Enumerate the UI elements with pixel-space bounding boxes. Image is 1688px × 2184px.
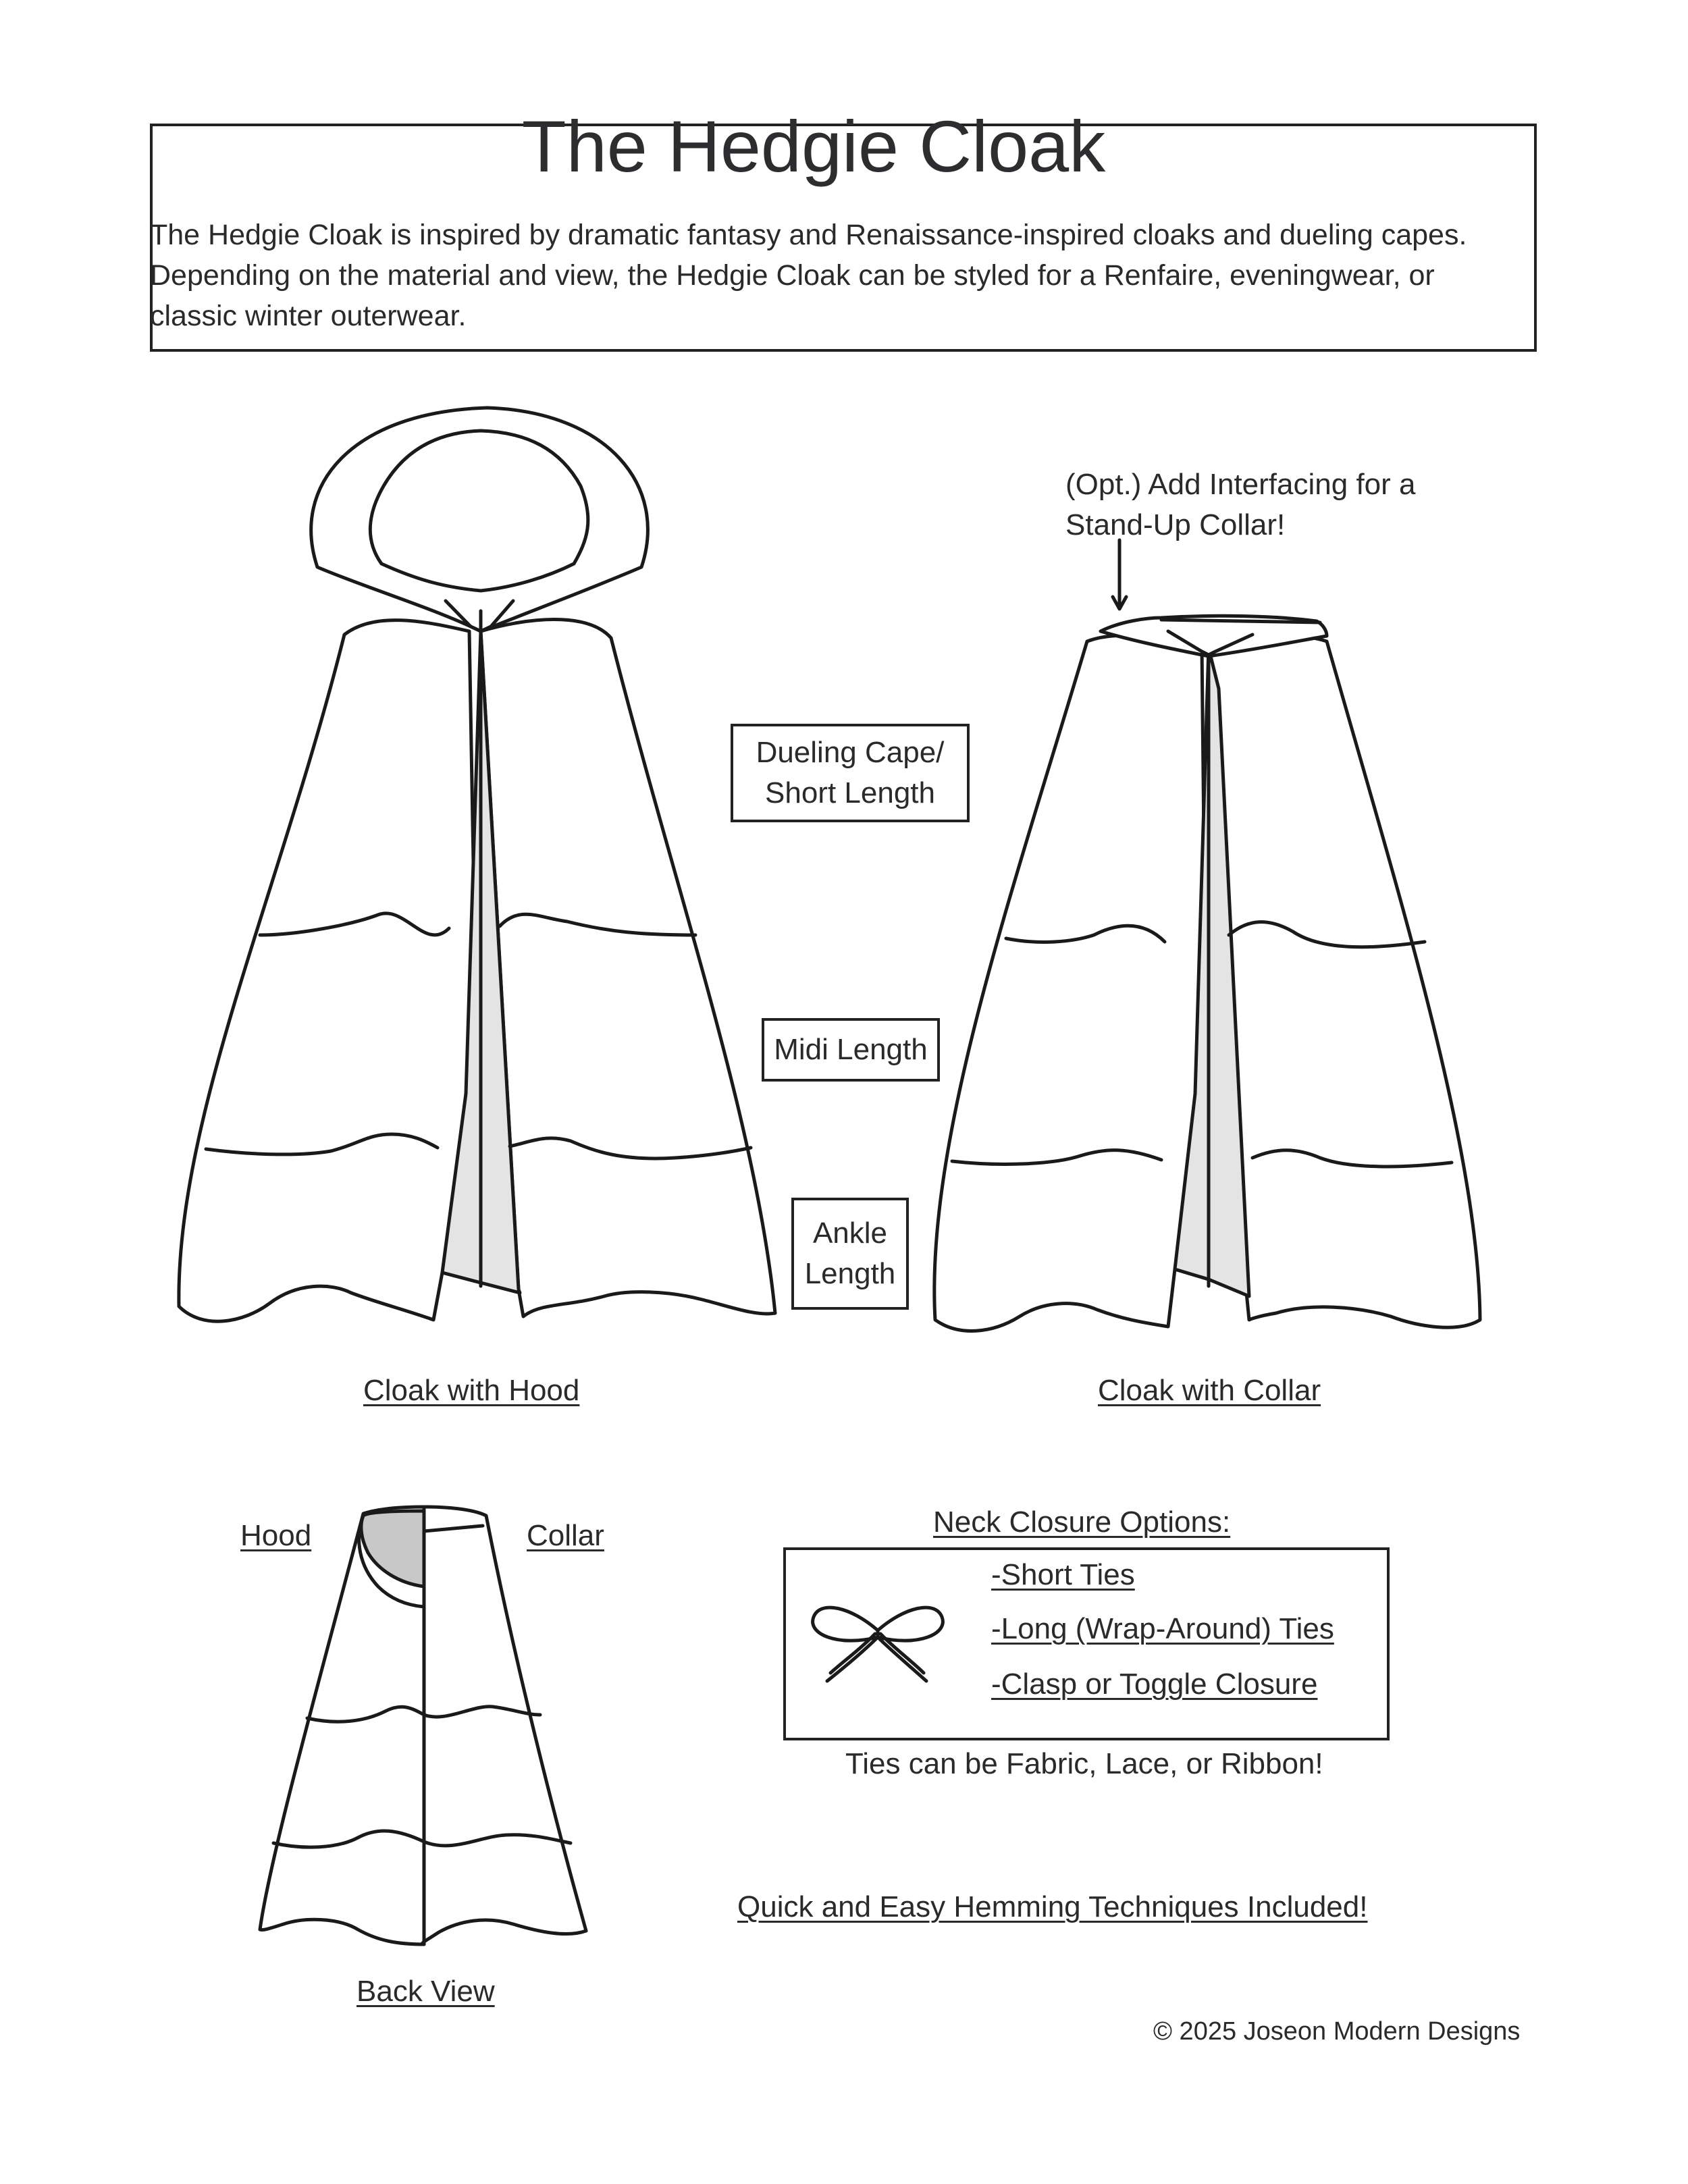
hood-cloak-left-panel bbox=[179, 620, 481, 1322]
back-view-caption: Back View bbox=[357, 1975, 495, 2008]
back-hood-label: Hood bbox=[240, 1519, 312, 1552]
closure-heading: Neck Closure Options: bbox=[933, 1506, 1231, 1539]
back-view-figure bbox=[260, 1507, 586, 1944]
collar-cloak-figure bbox=[934, 540, 1480, 1331]
collar-cloak-right-panel bbox=[1209, 637, 1480, 1328]
short-length-line-2: Short Length bbox=[765, 776, 935, 809]
hood-cloak-figure bbox=[179, 408, 775, 1321]
interfacing-note-line-1: (Opt.) Add Interfacing for a bbox=[1065, 468, 1416, 501]
collar-cloak-left-panel bbox=[934, 635, 1209, 1331]
hood-view-caption: Cloak with Hood bbox=[363, 1374, 580, 1407]
description-line-2: Depending on the material and view, the Hedgie Cloak can be styled for a Renfaire, eveningwear, or bbox=[150, 259, 1435, 292]
midi-length-label bbox=[762, 1018, 940, 1082]
description-line-1: The Hedgie Cloak is inspired by dramatic fantasy and Renaissance-inspired cloaks and dueling capes. bbox=[150, 219, 1467, 251]
copyright: © 2025 Joseon Modern Designs bbox=[1153, 2017, 1521, 2046]
interfacing-note bbox=[1065, 464, 1415, 545]
back-collar-label: Collar bbox=[527, 1519, 604, 1552]
midi-length-text: Midi Length bbox=[774, 1033, 928, 1066]
closure-option-long-ties: -Long (Wrap-Around) Ties bbox=[991, 1612, 1334, 1645]
closure-option-clasp: -Clasp or Toggle Closure bbox=[991, 1668, 1318, 1701]
hood-outer bbox=[311, 408, 648, 631]
collar-view-caption: Cloak with Collar bbox=[1098, 1374, 1321, 1407]
hemming-note: Quick and Easy Hemming Techniques Included! bbox=[737, 1890, 1368, 1923]
short-length-label bbox=[731, 724, 970, 822]
ankle-length-line-1: Ankle bbox=[812, 1217, 888, 1250]
short-length-line-1: Dueling Cape/ bbox=[756, 736, 945, 769]
closure-option-short-ties: -Short Ties bbox=[991, 1558, 1135, 1591]
closure-note: Ties can be Fabric, Lace, or Ribbon! bbox=[845, 1747, 1323, 1780]
ankle-length-line-2: Length bbox=[804, 1257, 896, 1290]
interfacing-note-line-2: Stand-Up Collar! bbox=[1065, 508, 1286, 541]
page-title: The Hedgie Cloak bbox=[521, 105, 1106, 187]
ankle-length-label bbox=[791, 1198, 909, 1310]
description-line-3: classic winter outerwear. bbox=[150, 300, 467, 332]
